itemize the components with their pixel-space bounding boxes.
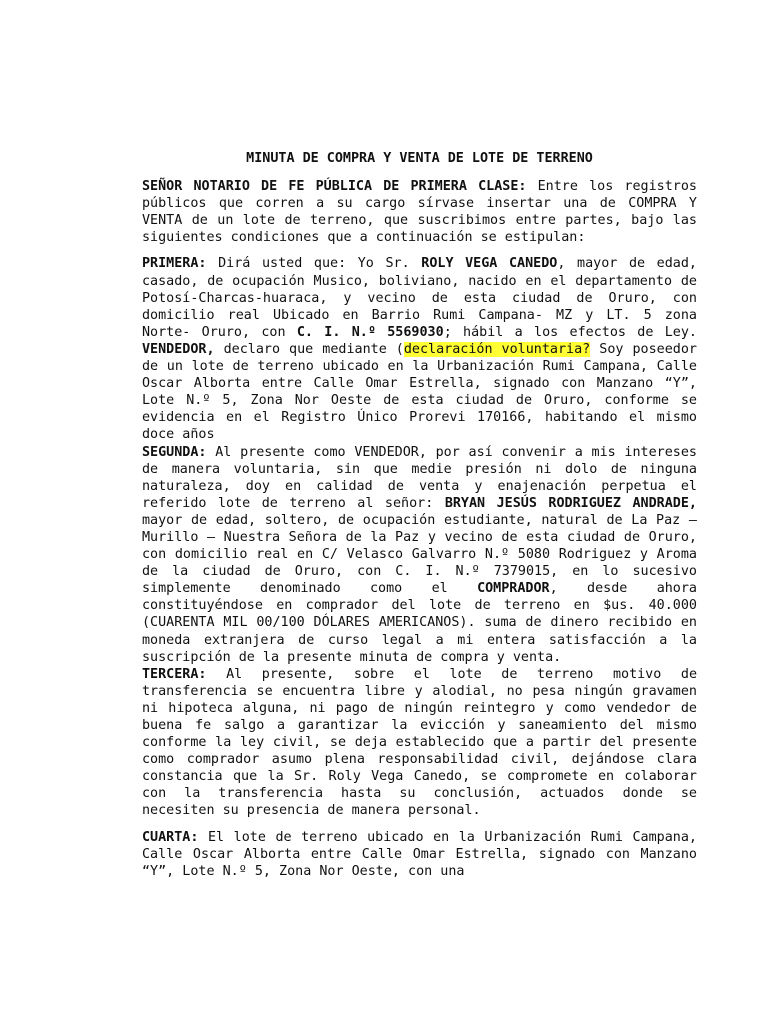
clause-segunda-label: SEGUNDA:: [142, 444, 207, 460]
clause-primera-text-1: Dirá usted que: Yo Sr.: [206, 256, 422, 272]
clause-primera-text-2: , mayor de edad, casado, de ocupación Musico, boliviano, nacido en el departamento de Potosí-Charcas-huaraca, y vecino de esta ciudad de Oruro, con domicilio real Ubicado en Barrio Rumi Campana- MZ y LT. 5 zona Norte- Oruro, con: [142, 256, 697, 340]
seller-role: VENDEDOR,: [142, 341, 215, 357]
buyer-role: COMPRADOR: [477, 581, 550, 597]
intro-paragraph: [142, 178, 697, 246]
clause-segunda-text-2: mayor de edad, soltero, de ocupación estudiante, natural de La Paz – Murillo – Nuestra Señora de la Paz y vecino de esta ciudad de Oruro, con domicilio real en C/ Velasco Galvarro N.º 5080 Rodriguez y Aroma de la ciudad de Oruro, con C. I. N.º 7379015, en lo sucesivo simplemente denominado como el: [142, 512, 697, 597]
clause-cuarta-label: CUARTA:: [142, 829, 199, 845]
clause-primera-text-5: Soy poseedor de un lote de terreno ubicado en la Urbanización Rumi Campana, Calle Oscar Alborta entre Calle Omar Estrella, signado con Manzano “Y”, Lote N.º 5, Zona Nor Oeste de esta ciudad de Oruro, conforme se evidencia en el Registro Único Prorevi 170166, habitando el mismo doce años: [142, 341, 697, 443]
highlighted-text: declaración voluntaria?: [403, 341, 591, 357]
clause-segunda: [142, 444, 697, 666]
clause-cuarta-text: El lote de terreno ubicado en la Urbanización Rumi Campana, Calle Oscar Alborta entre Calle Omar Estrella, signado con Manzano “Y”, Lote N.º 5, Zona Nor Oeste, con una: [142, 829, 697, 879]
clause-tercera-text: Al presente, sobre el lote de terreno motivo de transferencia se encuentra libre y alodial, no pesa ningún gravamen ni hipoteca alguna, ni pago de ningún reintegro y como vendedor de buena fe salgo a garantizar la evicción y saneamiento del mismo conforme la ley civil, se deja establecido que a partir del presente como comprador asumo plena responsabilidad civil, dejándose clara constancia que la Sr. Roly Vega Canedo, se compromete en colaborar con la transferencia hasta su conclusión, actuados donde se necesiten su presencia de manera personal.: [142, 666, 697, 819]
seller-id: C. I. N.º 5569030: [296, 324, 444, 340]
intro-text: Entre los registros públicos que corren a su cargo sírvase insertar una de COMPRA Y VENTA de un lote de terreno, que suscribimos entre partes, bajo las siguientes condiciones que a continuación se estipulan:: [142, 179, 697, 246]
clause-segunda-text-1: Al presente como VENDEDOR, por así convenir a mis intereses de manera voluntaria, sin que medie presión ni dolo de ninguna naturaleza, doy en calidad de venta y enajenación perpetua el referido lote de terreno al señor:: [142, 444, 697, 511]
document-title: MINUTA DE COMPRA Y VENTA DE LOTE DE TERRENO: [246, 151, 593, 166]
clause-segunda-text-3: , desde ahora constituyéndose en comprador del lote de terreno en $us. 40.000 (CUARENTA MIL 00/100 DÓLARES AMERICANOS). suma de dinero recibido en moneda extranjera de curso legal a mi entera satisfacción a la suscripción de la presente minuta de compra y venta.: [142, 581, 697, 665]
seller-name: ROLY VEGA CANEDO: [421, 256, 558, 272]
clause-primera: [142, 255, 697, 443]
clause-primera-label: PRIMERA:: [142, 256, 207, 272]
intro-heading: SEÑOR NOTARIO DE FE PÚBLICA DE PRIMERA CLASE:: [142, 179, 527, 195]
buyer-name: BRYAN JESÚS RODRIGUEZ ANDRADE,: [444, 495, 697, 511]
clause-primera-text-3: ; hábil a los efectos de Ley.: [443, 324, 697, 340]
document-page: [142, 150, 697, 880]
clause-tercera: [142, 666, 697, 820]
clause-primera-text-4: declaro que mediante (: [214, 341, 404, 357]
clause-tercera-label: TERCERA:: [142, 666, 207, 682]
clause-cuarta: [142, 829, 697, 880]
